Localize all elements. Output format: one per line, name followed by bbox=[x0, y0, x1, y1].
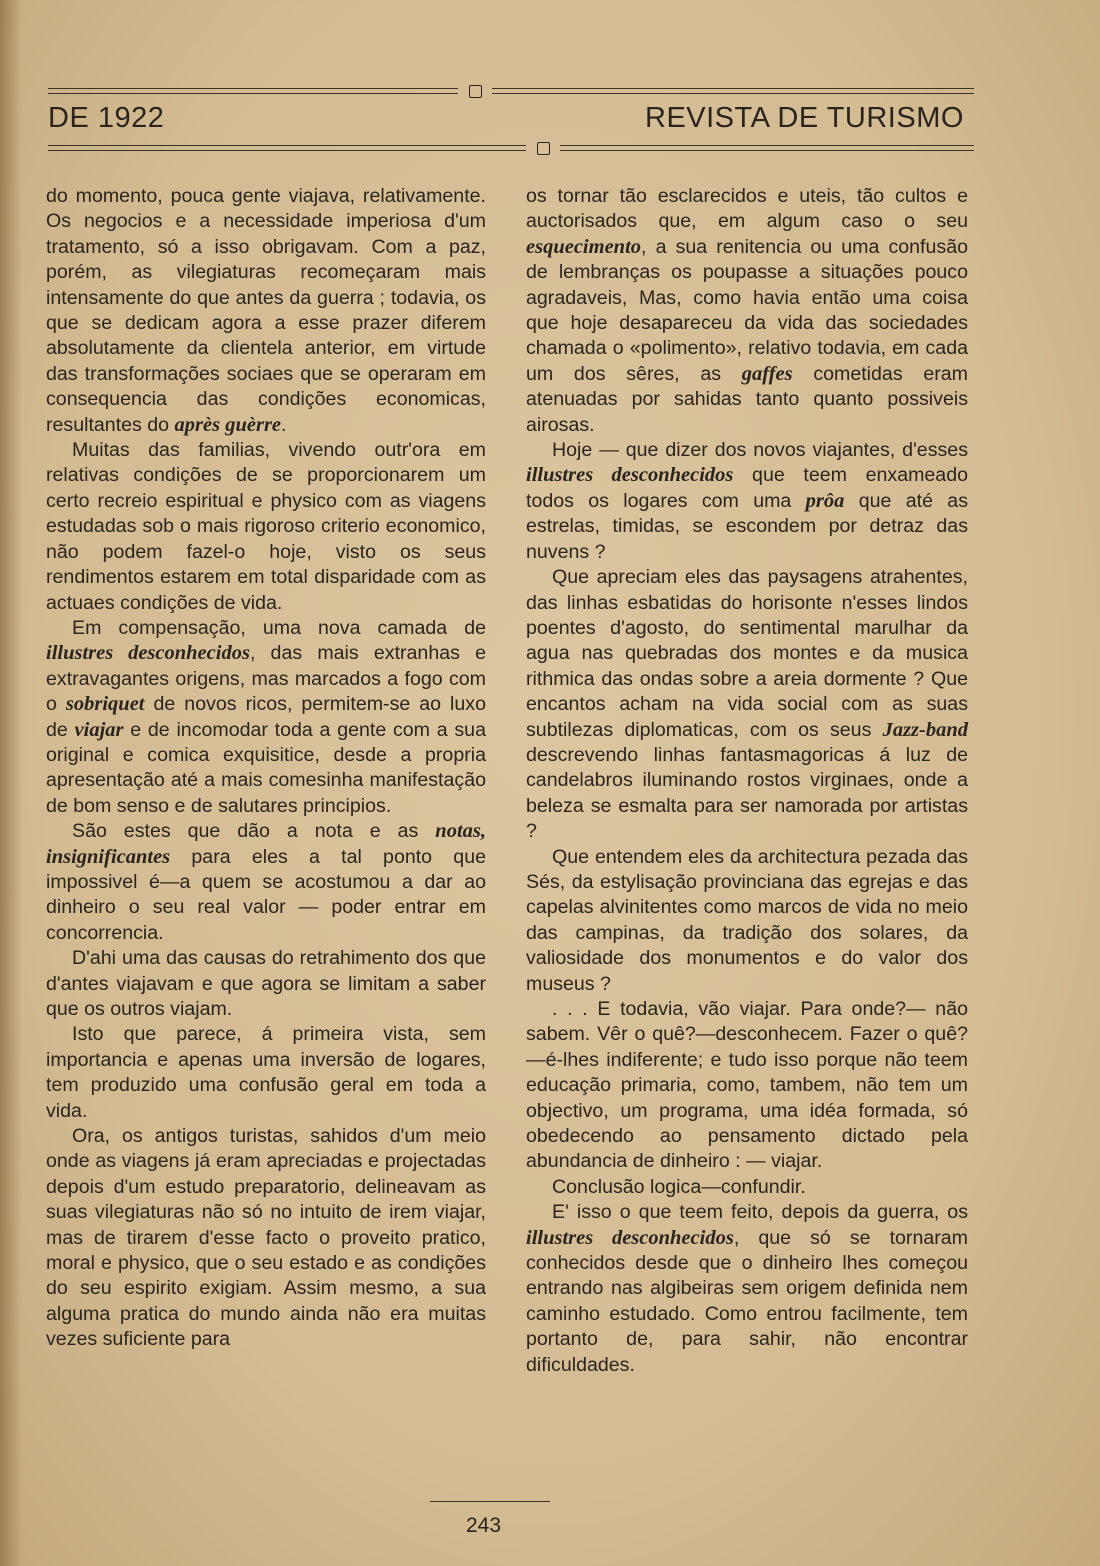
page-number: 243 bbox=[466, 1514, 502, 1537]
emphasis: esquecimento bbox=[526, 235, 642, 258]
paragraph: D'ahi uma das causas do retrahimento dos que d'antes viajavam e que agora se limitam a saber que os outros viajam. bbox=[46, 947, 486, 1020]
header-rule-top-left bbox=[48, 88, 458, 94]
header-ornament-bottom bbox=[537, 142, 550, 155]
paragraph: Muitas das familias, vivendo outr'ora em relativas condições de se proporcionarem um certo recreio espiritual e physico com as viagens estudadas sob o mais rigoroso criterio economico, não podem fazel-o hoje, visto os seus rendimentos estarem em total disparidade com as actuaes condições de vida. bbox=[46, 439, 486, 614]
emphasis: viajar bbox=[74, 718, 124, 741]
right-column bbox=[526, 184, 968, 1378]
paragraph: Em compensação, uma nova camada de illustres desconhecidos, das mais extranhas e extravagantes origens, mas marcados a fogo com o sobriquet de novos ricos, permitem-se ao luxo de viajar e de incomodar toda a gente com a sua original e comica exquisitice, desde a propria apresentação até a mais comesinha manifestação de bom senso e de salutares principios. bbox=[46, 616, 487, 817]
emphasis: gaffes bbox=[741, 362, 793, 385]
header-rule-bottom-right bbox=[560, 145, 974, 151]
header-ornament-top bbox=[469, 85, 482, 98]
emphasis: illustres desconhecidos bbox=[526, 464, 734, 487]
header-right-title: REVISTA DE TURISMO bbox=[645, 102, 964, 134]
emphasis: illustres desconhecidos bbox=[526, 1226, 734, 1249]
header-left-date: DE 1922 bbox=[48, 102, 165, 134]
paragraph: . . . E todavia, vão viajar. Para onde?— não sabem. Vêr o quê?—desconhecem. Fazer o quê?—é-lhes indiferente; e tudo isso porque não teem educação primaria, como, tambem, não tem um objectivo, um programa, uma idéa formada, só obedecendo ao pensamento dictado pela abundancia de dinheiro : — viajar. bbox=[526, 998, 968, 1173]
paragraph: Ora, os antigos turistas, sahidos d'um meio onde as viagens já eram apreciadas e projectadas depois d'um estudo preparatorio, delineavam as suas vilegiaturas não só no intuito de irem viajar, mas de tirarem d'esse facto o proveito pratico, moral e physico, que o seu estado e as condições do seu espirito exigiam. Assim mesmo, a sua alguma pratica do mundo ainda não era muitas vezes suficiente para bbox=[46, 1125, 486, 1351]
paragraph: Que apreciam eles das paysagens atrahentes, das linhas esbatidas do horisonte n'esses lindos poentes d'agosto, do sentimental marulhar da agua nas quebradas dos montes e da musica rithmica das ondas sobre a areia dormente ? Que encantos acham na vida social com as suas subtilezas diplomaticas, com os seus Jazz-band descrevendo linhas fantasmagoricas á luz de candelabros iluminando rostos virginaes, onde a beleza se esmalta para ser namorada por artistas ? bbox=[526, 566, 968, 843]
emphasis: illustres desconhecidos bbox=[46, 642, 250, 665]
header-rule-top-right bbox=[492, 88, 974, 94]
paragraph: Hoje — que dizer dos novos viajantes, d'esses illustres desconhecidos que teem enxameado todos os logares com uma prôa que até as estrelas, timidas, se escondem por detraz das nuvens ? bbox=[526, 439, 968, 563]
paragraph: Isto que parece, á primeira vista, sem importancia e apenas uma inversão de logares, tem produzido uma confusão geral em toda a vida. bbox=[46, 1023, 486, 1122]
paragraph: Conclusão logica—confundir. bbox=[552, 1175, 806, 1198]
header-rule-bottom-left bbox=[48, 145, 526, 151]
left-column bbox=[46, 184, 486, 1353]
emphasis: sobriquet bbox=[65, 693, 145, 716]
emphasis: Jazz-band bbox=[882, 718, 968, 741]
paragraph: os tornar tão esclarecidos e uteis, tão cultos e auctorisados que, em algum caso o seu esquecimento, a sua renitencia ou uma confusão de lembranças os poupasse a situações pouco agradaveis, Mas, como havia então uma coisa que hoje desapareceu da vida das sociedades chamada o «polimento», relativo todavia, em cada um dos sêres, as gaffes cometidas eram atenuadas por sahidas tanto quanto possiveis airosas. bbox=[526, 185, 968, 436]
page-spine-shadow bbox=[0, 0, 22, 1566]
paragraph: do momento, pouca gente viajava, relativamente. Os negocios e a necessidade imperiosa d'um tratamento, só a isso obrigavam. Com a paz, porém, as vilegiaturas recomeçaram mais intensamente do que antes da guerra ; todavia, os que se dedicam agora a esse prazer diferem absolutamente da clientela anterior, em virtude das transformações sociaes que se operaram em consequencia das condições economicas, resultantes do après guèrre. bbox=[46, 185, 486, 436]
emphasis: après guèrre bbox=[174, 413, 282, 436]
paragraph: E' isso o que teem feito, depois da guerra, os illustres desconhecidos, que só se tornaram conhecidos desde que o dinheiro lhes começou entrando nas algibeiras sem origem definida nem caminho estudado. Como entrou facilmente, tem portanto de, para sahir, não encontrar dificuldades. bbox=[526, 1201, 968, 1376]
emphasis: prôa bbox=[805, 489, 845, 512]
paragraph: São estes que dão a nota e as notas, insignificantes para eles a tal ponto que impossivel é—a quem se acostumou a dar ao dinheiro o seu real valor — poder entrar em concorrencia. bbox=[46, 820, 486, 944]
footer-rule bbox=[430, 1501, 550, 1502]
emphasis: notas, insignificantes bbox=[46, 820, 486, 868]
paragraph: Que entendem eles da architectura pezada das Sés, da estylisação provinciana das egrejas e das capelas alvinitentes como marcos de vida no meio das campinas, da tradição dos solares, da valiosidade dos monumentos e do valor dos museus ? bbox=[526, 845, 968, 995]
